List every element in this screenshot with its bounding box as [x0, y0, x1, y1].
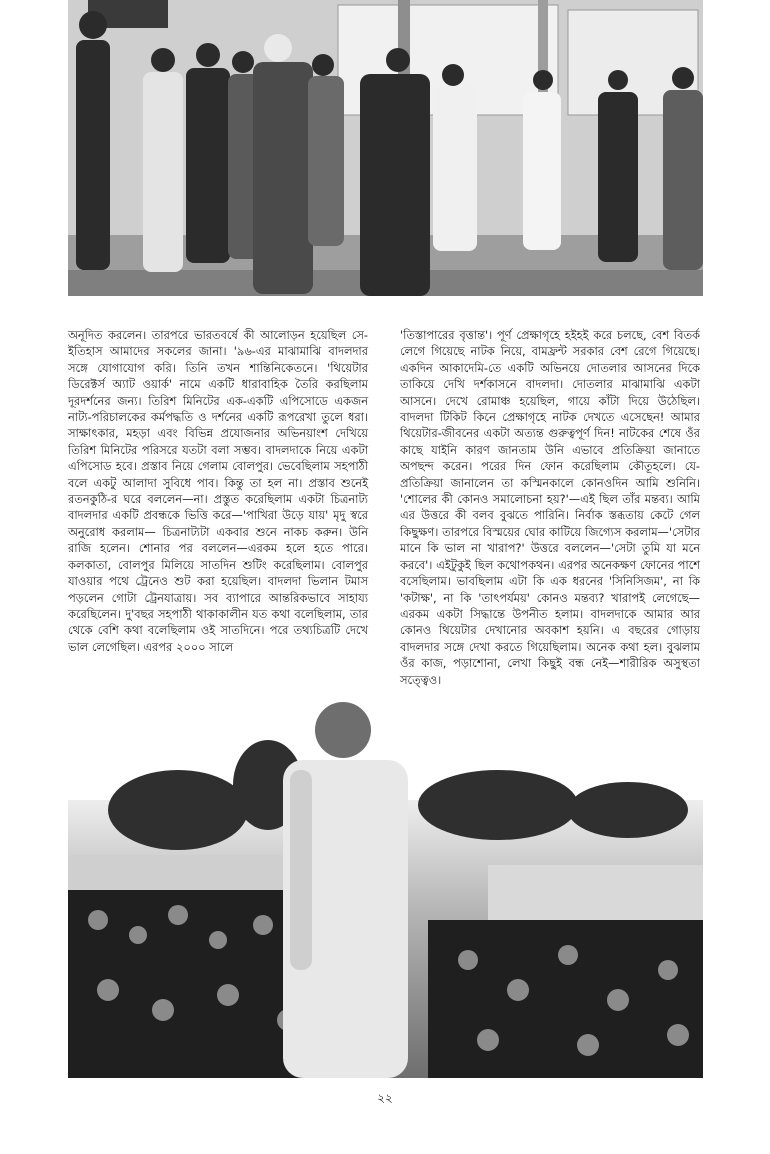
top-photo-drawing — [68, 0, 703, 296]
bottom-photo-drawing — [68, 690, 703, 1078]
page-number: ২২ — [377, 1091, 393, 1105]
text-column-right — [400, 327, 700, 687]
left-column-paragraph: অনূদিত করলেন। তারপরে ভারতবর্ষে কী আলোড়ন হয়েছিল সে-ইতিহাস আমাদের সকলের জানা। '৯৬-এর মাঝামাঝি বাদলদার সঙ্গে যোগাযোগ করি। তিনি তখন শান্তিনিকেতনে। 'থিয়েটার ডিরেক্টর্স অ্যাট ওয়ার্ক' নামে একটি ধারাবাহিক তৈরি করছিলাম দূরদর্শনের জন্য। তিরিশ মিনিটের এক-একটি এপিসোডে একজন নাট্য-পরিচালকের কর্মপদ্ধতি ও দর্শনের একটি রূপরেখা তুলে ধরা। সাক্ষাৎকার, মহড়া এবং বিভিন্ন প্রযোজনার অভিনয়াংশ দেখিয়ে তিরিশ মিনিটের পরিসরে যতটা বলা সম্ভব। বাদলদাকে নিয়ে একটা এপিসোড হবে। প্রস্তাব নিয়ে গেলাম বোলপুর। ভেবেছিলাম সহপাঠী বলে একটু আলাদা সুবিধে পাব। কিন্তু তা হল না। প্রস্তাব শুনেই রতনকুঠি-র ঘরে বললেন—না। প্রস্তুত করেছিলাম একটা চিত্রনাট্য বাদলদার একটি প্রবন্ধকে ভিত্তি করে—'পাখিরা উড়ে যায়' মৃদু স্বরে অনুরোধ করলাম— চিত্রনাট্যটা একবার শুনে নাকচ করুন। উনি রাজি হলেন। শোনার পর বললেন—এরকম হলে হতে পারে। কলকাতা, বোলপুর মিলিয়ে সাতদিন শুটিং করেছিলাম। বোলপুর যাওয়ার পথে ট্রেনেও শুট করা হয়েছিল। বাদলদা ভিলান টমাস পড়লেন গোটা ট্রেনযাত্রায়। সব ব্যাপারে আন্তরিকভাবে সাহায্য করেছিলেন। দু'বছর সহপাঠী থাকাকালীন যত কথা বলেছিলাম, তার থেকে বেশি কথা বলেছিলাম ওই সাতদিনে। পরে তথ্যচিত্রটি দেখে ভাল লেগেছিল। এরপর ২০০০ সালে — [68, 328, 368, 654]
bottom-photo — [68, 690, 703, 1078]
right-column-paragraph: 'তিস্তাপারের বৃত্তান্ত'। পূর্ণ প্রেক্ষাগৃহে হইহই করে চলছে, বেশ বিতর্ক লেগে গিয়েছে নাটক নিয়ে, বামফ্রন্ট সরকার বেশ রেগে গিয়েছে। একদিন আকাদেমি-তে একটি অভিনয়ে দোতলার আসনের দিকে তাকিয়ে দেখি দর্শকাসনে বাদলদা। দোতলার মাঝামাঝি একটা আসনে। দেখে রোমাঞ্চ হয়েছিল, গায়ে কাঁটা দিয়ে উঠেছিল। বাদলদা টিকিট কিনে প্রেক্ষাগৃহে নাটক দেখতে এসেছেন! আমার থিয়েটার-জীবনের একটা অত্যন্ত গুরুত্বপূর্ণ দিন! নাটকের শেষে ওঁর কাছে যাইনি কারণ জানতাম উনি এভাবে প্রতিক্রিয়া জানাতে অপছন্দ করেন। পরের দিন ফোন করেছিলাম কৌতূহলে। যে-প্রতিক্রিয়া জানালেন তা কস্মিনকালে কোনওদিন আমি শুনিনি। 'শোলের কী কোনও সমালোচনা হয়?'—এই ছিল তাঁর মন্তব্য। আমি এর উত্তরে কী বলব বুঝতে পারিনি। নির্বাক স্তব্ধতায় কেটে গেল কিছুক্ষণ। তারপরে বিস্ময়ের ঘোর কাটিয়ে জিগ্যেস করলাম—'সেটার মানে কি ভাল না খারাপ?' উত্তরে বললেন—'সেটা তুমি যা মনে করবে'। এইটুকুই ছিল কথোপকথন। এরপর অনেকক্ষণ ফোনের পাশে বসেছিলাম। ভাবছিলাম এটা কি এক ধরনের 'সিনিসিজম', না কি 'কটাক্ষ', না কি 'তাৎপর্যময়' কোনও মন্তব্য? খারাপই লেগেছে—এরকম একটা সিদ্ধান্তে উপনীত হলাম। বাদলদাকে আমার আর কোনও থিয়েটার দেখানোর অবকাশ হয়নি। এ বছরের গোড়ায় বাদলদার সঙ্গে দেখা করতে গিয়েছিলাম। অনেক কথা হল। বুঝলাম ওঁর কাজ, পড়াশোনা, লেখা কিছুই বন্ধ নেই—শারীরিক অসুস্থতা সত্ত্বেও। — [400, 328, 700, 687]
top-photo — [68, 0, 703, 296]
text-column-left — [68, 327, 368, 697]
